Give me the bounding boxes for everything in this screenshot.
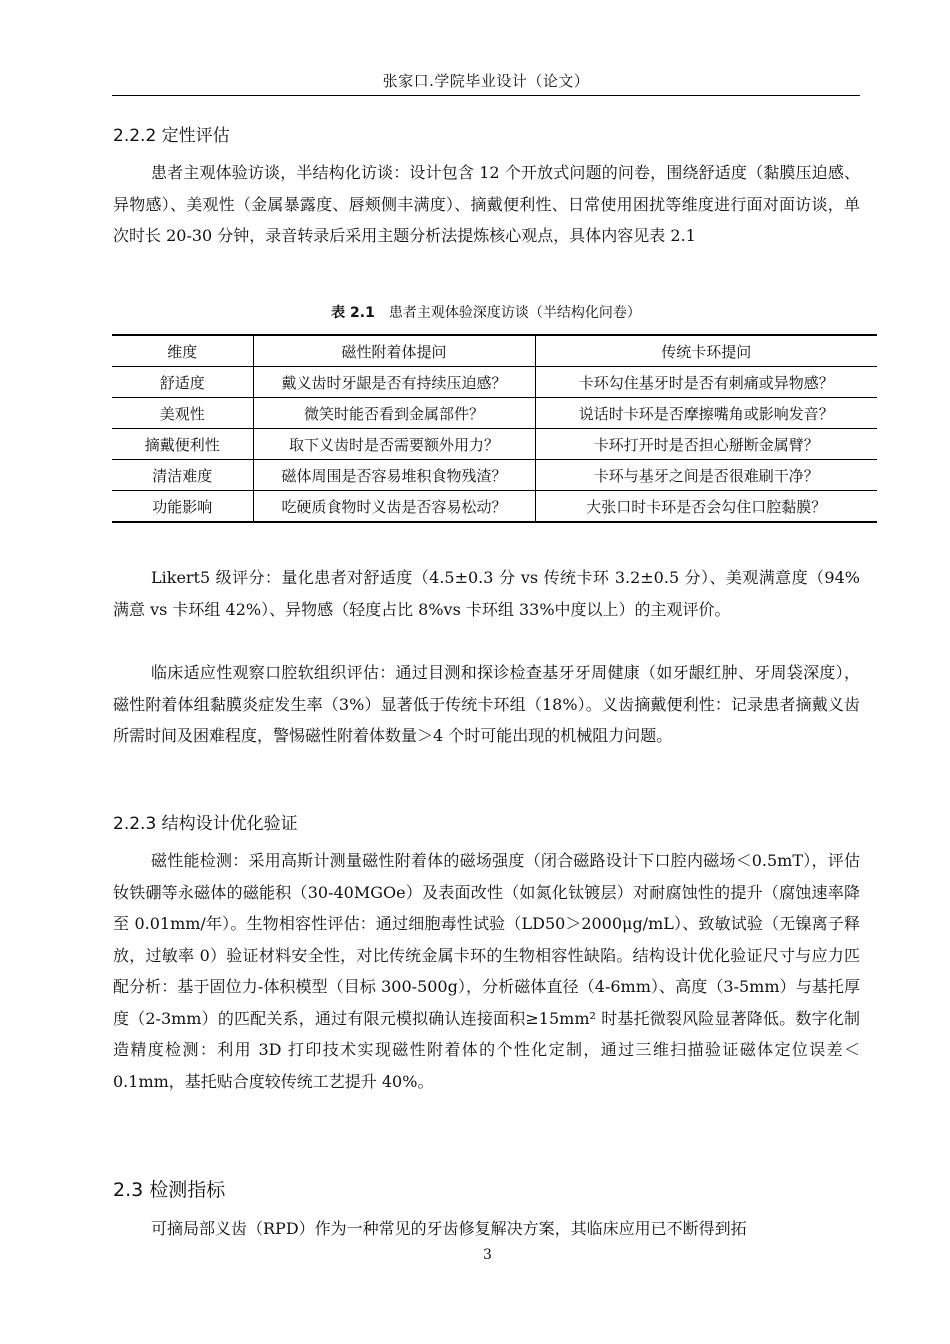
paragraph-magnetic-testing: 磁性能检测：采用高斯计测量磁性附着体的磁场强度（闭合磁路设计下口腔内磁场＜0.5mT），评估钕铁硼等永磁体的磁能积（30-40MGOe）及表面改性（如氮化钛镀层）对耐腐蚀性的提升（腐蚀速率降至 0.01mm/年）。生物相容性评估：通过细胞毒性试验（LD50＞2000μg/mL）、致敏试验（无镍离子释放，过敏率 0）验证材料安全性，对比传统金属卡环的生物相容性缺陷。结构设计优化验证尺寸与应力匹配分析：基于固位力-体积模型（目标 300-500g），分析磁体直径（4-6mm）、高度（3-5mm）与基托厚度（2-3mm）的匹配关系，通过有限元模拟确认连接面积≥15mm² 时基托微裂风险显著降低。数字化制造精度检测：利用 3D 打印技术实现磁性附着体的个性化定制，通过三维扫描验证磁体定位误差＜0.1mm，基托贴合度较传统工艺提升 40%。 xyxy=(113,851,860,1091)
cell-magnetic: 戴义齿时牙龈是否有持续压迫感？ xyxy=(253,367,535,398)
header-title: 张家口.学院毕业设计（论文） xyxy=(382,72,590,90)
cell-dimension: 清洁难度 xyxy=(112,460,253,491)
paragraph-clinical: 临床适应性观察口腔软组织评估：通过目测和探诊检查基牙牙周健康（如牙龈红肿、牙周袋深度），磁性附着体组黏膜炎症发生率（3%）显著低于传统卡环组（18%）。义齿摘戴便利性：记录患者摘戴义齿所需时间及困难程度，警惕磁性附着体数量＞4 个时可能出现的机械阻力问题。 xyxy=(113,663,860,745)
cell-dimension: 舒适度 xyxy=(112,367,253,398)
table-title: 患者主观体验深度访谈（半结构化问卷） xyxy=(388,305,641,321)
section-heading-2-2-2: 2.2.2 定性评估 xyxy=(113,126,230,146)
cell-clasp: 卡环与基牙之间是否很难刷干净？ xyxy=(535,460,877,491)
table-row xyxy=(112,398,877,429)
header-dimension: 维度 xyxy=(112,335,253,367)
cell-dimension: 美观性 xyxy=(112,398,253,429)
header-clasp: 传统卡环提问 xyxy=(535,335,877,367)
cell-magnetic: 吃硬质食物时义齿是否容易松动？ xyxy=(253,491,535,523)
cell-clasp: 卡环勾住基牙时是否有刺痛或异物感？ xyxy=(535,367,877,398)
table-row xyxy=(112,491,877,523)
cell-dimension: 摘戴便利性 xyxy=(112,429,253,460)
table-row xyxy=(112,460,877,491)
cell-magnetic: 取下义齿时是否需要额外用力？ xyxy=(253,429,535,460)
cell-magnetic: 微笑时能否看到金属部件？ xyxy=(253,398,535,429)
table-number: 表 2.1 xyxy=(331,305,375,321)
paragraph-rpd: 可摘局部义齿（RPD）作为一种常见的牙齿修复解决方案，其临床应用已不断得到拓 xyxy=(151,1219,747,1238)
interview-table xyxy=(112,334,877,523)
cell-clasp: 卡环打开时是否担心掰断金属臂？ xyxy=(535,429,877,460)
header-magnetic: 磁性附着体提问 xyxy=(253,335,535,367)
paragraph-interview: 患者主观体验访谈，半结构化访谈：设计包含 12 个开放式问题的问卷，围绕舒适度（黏膜压迫感、异物感）、美观性（金属暴露度、唇颊侧丰满度）、摘戴便利性、日常使用困扰等维度进行面对面访谈，单次时长 20-30 分钟，录音转录后采用主题分析法提炼核心观点，具体内容见表 2.1 xyxy=(113,163,860,245)
cell-dimension: 功能影响 xyxy=(112,491,253,523)
cell-clasp: 说话时卡环是否摩擦嘴角或影响发音？ xyxy=(535,398,877,429)
table-row xyxy=(112,429,877,460)
cell-magnetic: 磁体周围是否容易堆积食物残渣？ xyxy=(253,460,535,491)
page-number: 3 xyxy=(483,1247,492,1263)
paragraph-likert: Likert5 级评分：量化患者对舒适度（4.5±0.3 分 vs 传统卡环 3.2±0.5 分）、美观满意度（94%满意 vs 卡环组 42%）、异物感（轻度占比 8%vs 卡环组 33%中度以上）的主观评价。 xyxy=(113,568,860,619)
table-header-row xyxy=(112,335,877,367)
cell-clasp: 大张口时卡环是否会勾住口腔黏膜？ xyxy=(535,491,877,523)
table-caption xyxy=(112,302,860,322)
table-row xyxy=(112,367,877,398)
section-heading-2-2-3: 2.2.3 结构设计优化验证 xyxy=(113,814,298,834)
section-heading-2-3: 2.3 检测指标 xyxy=(113,1179,226,1201)
page-header xyxy=(112,70,860,96)
